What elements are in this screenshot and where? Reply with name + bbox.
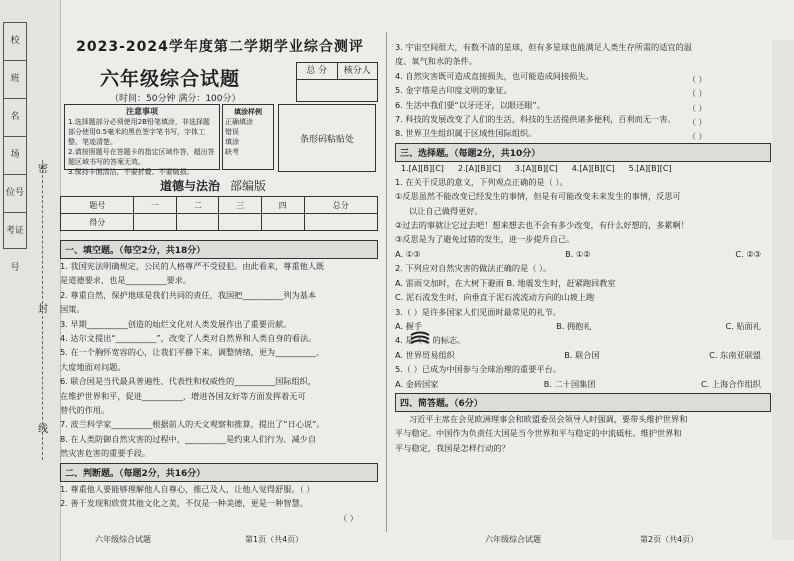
exam-subtitle: 六年级综合试题: [100, 68, 241, 90]
fill-sample-box: [222, 104, 274, 170]
options-row: [395, 348, 771, 362]
question-line: 是道德要求，也是__________要求。: [60, 275, 192, 286]
score-cell[interactable]: [176, 214, 219, 231]
options-row: [395, 319, 771, 333]
total-score-box: [296, 62, 378, 102]
page-divider: [386, 32, 387, 532]
side-label: 场: [4, 137, 26, 175]
score-row-label: 得分: [61, 214, 134, 231]
seal-char: 密: [38, 164, 48, 175]
question-line: 替代的作用。: [60, 405, 110, 416]
question-line: 4. 自然灾害既可造成直接损失，也可能造成间接损失。: [395, 70, 594, 81]
option: C. 上海合作组织: [700, 378, 761, 389]
subject-title: [160, 177, 266, 194]
right-page: [395, 40, 771, 455]
question-line: 国策。: [60, 304, 85, 315]
question-line: 6. 联合国是当代最具普遍性、代表性和权威性的__________国际组织，: [60, 376, 317, 387]
question-line: 6. 生活中我们要“以牙还牙，以眼还眼”。: [395, 99, 545, 110]
answer-mark: （ ）: [688, 74, 707, 84]
question-line: 3.（ ）是许多国家人们见面时最常见的礼节。: [395, 306, 561, 317]
section-title: 二、判断题。（每题2分，共16分）: [60, 463, 378, 482]
next-page-edge: [772, 40, 794, 540]
score-col-label: 总 分: [297, 63, 338, 79]
question-line: 2. 尊重自然，保护地球是我们共同的责任，我国把__________列为基本: [60, 289, 317, 300]
score-header: 一: [134, 197, 177, 214]
answer-mark: （ ）: [688, 118, 707, 128]
question-line: [395, 333, 771, 347]
score-table: [60, 196, 378, 231]
question-line: 1. 在关于反思的意义，下列观点正确的是（ ）。: [395, 176, 568, 187]
sample-row: 缺考: [225, 148, 239, 156]
barcode-label: 条形码粘贴处: [299, 134, 354, 145]
sample-row: 正确填涂: [225, 118, 253, 126]
option: A. 握手: [395, 320, 423, 331]
question-line: 7. 波兰科学家__________根据前人的天文观察和推算，提出了“日心说”。: [60, 419, 325, 430]
subject-name: 道德与法治: [160, 179, 221, 193]
section-fill-blank: [60, 238, 378, 525]
question-line: 5. 金字塔是古印度文明的象征。: [395, 85, 512, 96]
question-line: 3. 早期__________创造的灿烂文化对人类发展作出了重要贡献。: [60, 318, 292, 329]
section-title: 四、简答题。（6分）: [395, 393, 771, 412]
question-line: 平与稳定，我国是怎样行动的？: [395, 442, 510, 453]
sample-title: 填涂样例: [234, 108, 262, 116]
seal-char: 线: [38, 424, 48, 435]
question-line: ②过去的事就让它过去吧！想来想去也不会有多少改变，有什么好想的，多累啊！: [395, 220, 689, 231]
section-title: 一、填空题。（每空2分，共18分）: [60, 240, 378, 259]
question-line: ③反思是为了避免过错的发生，进一步提升自己。: [395, 234, 575, 245]
question-line: 在维护世界和平，促进__________，增进各国友好等方面发挥着无可: [60, 390, 306, 401]
score-header: 三: [219, 197, 262, 214]
options-row: [395, 247, 771, 261]
option: B. 联合国: [564, 349, 600, 360]
side-label: 校: [4, 23, 26, 61]
sample-row: 填涂: [225, 138, 239, 146]
judgment-marks: [688, 44, 707, 145]
option: C. 贴面礼: [725, 320, 761, 331]
question-line: 5. 在一个胸怀宽容的心，让我们平静下来，调整情绪，更为__________、: [60, 347, 325, 358]
question-text: 4. 是（ ）的标志。: [395, 335, 466, 346]
option: C. 东南亚联盟: [709, 349, 761, 360]
score-cell[interactable]: [304, 214, 378, 231]
note-item: 2.请按照题号在答题卡的指定区域作答，超出答题区域书写的答案无效。: [68, 148, 215, 166]
question-line: 2. 下列应对自然灾害的做法正确的是（ ）。: [395, 263, 552, 274]
score-header: 四: [261, 197, 304, 214]
section-title: 三、选择题。（每题2分，共10分）: [395, 143, 771, 162]
side-label: 考证号: [5, 226, 24, 273]
option: C. ②③: [735, 248, 761, 259]
option: A. 世界贸易组织: [395, 349, 455, 360]
question-line: 5.（ ）已成为中国参与全球治理的重要平台。: [395, 364, 561, 375]
answer-mark: （ ）: [688, 89, 707, 99]
footer-name: 六年级综合试题: [485, 535, 541, 544]
answer-choice[interactable]: 3.[A][B][C]: [514, 163, 558, 173]
sample-row: 错误: [225, 128, 239, 136]
question-line: 8. 在人类防御自然灾害的过程中，__________是约束人们行为、减少自: [60, 433, 317, 444]
question-line: 度、氧气和水的条件。: [395, 56, 477, 67]
question-line: A. 雷雨交加时，在大树下避雨 B. 地震发生时，赶紧跑回教室: [395, 277, 616, 288]
side-label: 名: [4, 99, 26, 137]
question-line: C. 泥石流发生时，向垂直于泥石流流动方向的山坡上跑: [395, 292, 595, 303]
option: B. 拥抱礼: [556, 320, 592, 331]
answer-choice[interactable]: 5.[A][B][C]: [628, 163, 672, 173]
score-header: 二: [176, 197, 219, 214]
question-line: 习近平主席在会见欧洲理事会和欧盟委员会领导人时强调，要带头维护世界和: [409, 413, 688, 424]
answer-mark: （ ）: [339, 512, 358, 523]
student-info-box: [3, 22, 27, 273]
options-row: [395, 377, 771, 391]
wto-logo-icon: [409, 331, 431, 350]
question-line: 1. 我国宪法明确规定，公民的人格尊严不受侵犯。由此看来，尊重他人既: [60, 261, 325, 271]
note-item: 1.选择题部分必须使用2B铅笔填涂，非选择题部分使用0.5毫米的黑色签字笔书写，字体工整、笔迹清楚。: [68, 118, 210, 146]
score-cell[interactable]: [219, 214, 262, 231]
footer-page: 第1页（共4页）: [245, 535, 304, 544]
answer-card-row: [395, 162, 771, 175]
exam-title: 2023-2024学年度第二学期学业综合测评: [76, 39, 364, 55]
answer-choice[interactable]: 4.[A][B][C]: [571, 163, 615, 173]
notes-box: [64, 104, 220, 176]
answer-mark: （ ）: [688, 103, 707, 113]
option: A. ①③: [395, 248, 421, 259]
score-col-label: 核分人: [343, 66, 371, 76]
question-line: 3. 宇宙空间很大，有数不清的星球，但有多星球也能满足人类生存所需的适宜的温: [395, 42, 692, 52]
answer-choice[interactable]: 2.[A][B][C]: [457, 163, 501, 173]
answer-choice[interactable]: 1.[A][B][C]: [401, 163, 444, 173]
question-line: 平与稳定。中国作为负责任大国是当今世界和平与稳定的中流砥柱。维护世界和: [395, 428, 682, 439]
score-cell[interactable]: [261, 214, 304, 231]
question-line: 8. 世界卫生组织属于区域性国际组织。: [395, 128, 537, 139]
answer-mark: （ ）: [688, 132, 707, 142]
footer-page: 第2页（共4页）: [640, 535, 699, 544]
subject-edition: 部编版: [230, 179, 267, 193]
option: B. ①②: [565, 248, 591, 259]
option: B. 二十国集团: [543, 378, 596, 389]
score-header: 总分: [304, 197, 378, 214]
side-label: 位号: [4, 175, 26, 213]
seal-char: 封: [38, 304, 48, 315]
question-line: ①反思虽然不能改变已经发生的事情，但是有可能改变未来发生的事情，反思可: [395, 191, 681, 202]
exam-meta: （时间：50分钟 满分：100分）: [110, 94, 241, 104]
binding-margin: [0, 0, 61, 561]
question-line: 2. 善于发现和欣赏其他文化之美，不仅是一种美德，更是一种智慧。: [60, 498, 308, 509]
barcode-area: [278, 104, 376, 172]
score-cell[interactable]: [134, 214, 177, 231]
question-line: 7. 科技的发展改变了人们的生活，科技的生活提供诸多便利，百利而无一害。: [395, 114, 676, 125]
question-line: 以让自己做得更好。: [409, 205, 483, 216]
footer-name: 六年级综合试题: [95, 535, 151, 544]
notes-title: 注意事项: [126, 107, 158, 116]
note-item: 3.保持卡面清洁，不要折叠、不要破损。: [68, 168, 194, 176]
option: A. 金砖国家: [395, 378, 439, 389]
question-line: 大度地面对问题。: [60, 361, 126, 372]
score-header: 题号: [61, 197, 134, 214]
question-line: 4. 达尔文提出“__________”，改变了人类对自然界和人类自身的看法。: [60, 333, 317, 344]
question-line: 然灾害危害的重要手段。: [60, 448, 151, 459]
question-line: 1. 尊重他人要能够理解他人自尊心，推己及人，让他人觉得舒服。（ ）: [60, 483, 315, 494]
side-label: 班: [4, 61, 26, 99]
